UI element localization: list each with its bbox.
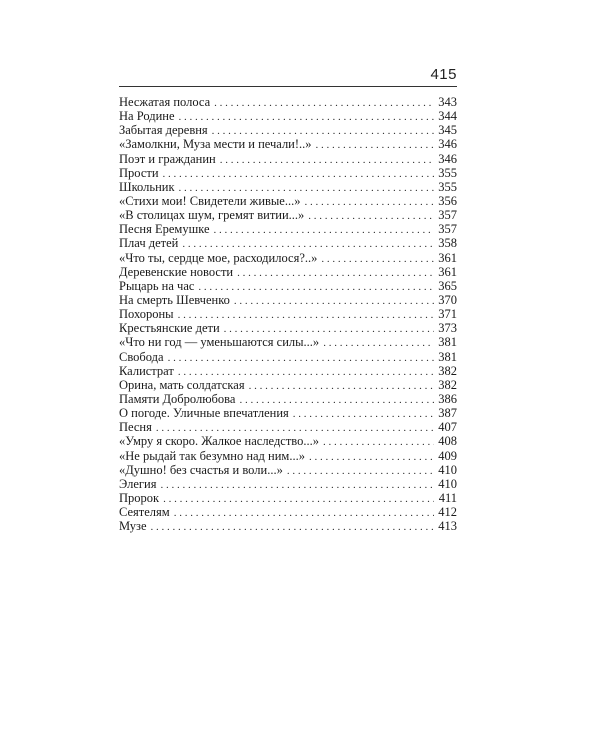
toc-entry-title: Сеятелям	[119, 505, 170, 520]
page-number: 415	[430, 66, 457, 83]
toc-entry-title: На смерть Шевченко	[119, 292, 230, 307]
toc-entry	[119, 307, 457, 321]
toc-entry	[119, 392, 457, 406]
toc-dot-leader	[323, 435, 434, 449]
toc-entry	[119, 194, 457, 208]
toc-dot-leader	[178, 308, 434, 322]
toc-dot-leader	[237, 266, 434, 280]
toc-dot-leader	[160, 478, 434, 492]
toc-entry-title: «Душно! без счастья и воли...»	[119, 462, 283, 477]
toc-entry	[119, 434, 457, 448]
toc-dot-leader	[198, 280, 434, 294]
toc-entry	[119, 180, 457, 194]
toc-entry	[119, 350, 457, 364]
toc-dot-leader	[287, 464, 434, 478]
toc-entry	[119, 420, 457, 434]
toc-entry-title: «Не рыдай так безумно над ним...»	[119, 448, 305, 463]
toc-entry-page: 410	[438, 476, 457, 491]
toc-entry-page: 361	[438, 250, 457, 265]
toc-entry	[119, 335, 457, 349]
toc-entry-page: 357	[438, 222, 457, 237]
toc-entry	[119, 491, 457, 505]
toc-entry	[119, 477, 457, 491]
table-of-contents	[119, 95, 457, 533]
toc-entry-title: «Что ты, сердце мое, расходилося?..»	[119, 250, 318, 265]
toc-entry-page: 370	[438, 292, 457, 307]
toc-entry-page: 381	[438, 349, 457, 364]
toc-entry-title: Пророк	[119, 490, 160, 505]
toc-entry-page: 387	[438, 406, 457, 421]
toc-entry-title: Школьник	[119, 179, 175, 194]
toc-entry	[119, 251, 457, 265]
toc-dot-leader	[224, 322, 434, 336]
toc-entry	[119, 109, 457, 123]
toc-entry-page: 365	[438, 278, 457, 293]
toc-dot-leader	[212, 124, 434, 138]
toc-entry	[119, 137, 457, 151]
toc-dot-leader	[309, 450, 434, 464]
toc-entry-title: «Замолкни, Муза мести и печали!..»	[119, 137, 312, 152]
toc-entry-page: 344	[438, 109, 457, 124]
toc-entry-title: Деревенские новости	[119, 264, 234, 279]
toc-entry-page: 345	[438, 123, 457, 138]
toc-entry-page: 355	[438, 179, 457, 194]
toc-entry-title: Калистрат	[119, 363, 174, 378]
toc-entry-title: Свобода	[119, 349, 164, 364]
toc-entry-title: Памяти Добролюбова	[119, 391, 236, 406]
toc-entry-page: 371	[438, 307, 457, 322]
toc-entry-page: 343	[438, 95, 457, 109]
toc-entry-page: 386	[438, 391, 457, 406]
toc-entry	[119, 519, 457, 533]
toc-entry-title: «В столицах шум, гремят витии...»	[119, 208, 305, 223]
toc-dot-leader	[214, 96, 434, 110]
toc-dot-leader	[321, 252, 434, 266]
toc-entry-page: 410	[438, 462, 457, 477]
toc-entry-title: Плач детей	[119, 236, 179, 251]
toc-entry-page: 407	[438, 420, 457, 435]
toc-entry-page: 355	[438, 165, 457, 180]
toc-entry-title: Орина, мать солдатская	[119, 377, 245, 392]
toc-entry-title: Рыцарь на час	[119, 278, 195, 293]
toc-entry	[119, 265, 457, 279]
toc-entry-title: Элегия	[119, 476, 157, 491]
toc-entry	[119, 166, 457, 180]
toc-dot-leader	[214, 223, 434, 237]
toc-entry	[119, 449, 457, 463]
toc-entry-page: 373	[438, 321, 457, 336]
toc-entry	[119, 95, 457, 109]
toc-entry-page: 382	[438, 377, 457, 392]
toc-entry-title: «Что ни год — уменьшаются силы...»	[119, 335, 320, 350]
toc-entry	[119, 406, 457, 420]
toc-entry	[119, 321, 457, 335]
toc-entry-page: 346	[438, 151, 457, 166]
toc-entry-page: 408	[438, 434, 457, 449]
toc-entry-page: 358	[438, 236, 457, 251]
toc-entry	[119, 364, 457, 378]
toc-entry-title: Крестьянские дети	[119, 321, 220, 336]
toc-entry	[119, 208, 457, 222]
toc-entry-page: 409	[438, 448, 457, 463]
toc-entry-title: Похороны	[119, 307, 174, 322]
toc-dot-leader	[234, 294, 434, 308]
toc-entry	[119, 279, 457, 293]
toc-entry-title: На Родине	[119, 109, 175, 124]
toc-entry-page: 361	[438, 264, 457, 279]
toc-dot-leader	[151, 520, 434, 534]
toc-dot-leader	[179, 110, 434, 124]
toc-entry-title: О погоде. Уличные впечатления	[119, 406, 289, 421]
toc-dot-leader	[239, 393, 434, 407]
toc-entry-page: 356	[438, 193, 457, 208]
toc-entry-page: 412	[438, 505, 457, 520]
toc-entry-title: «Стихи мои! Свидетели живые...»	[119, 193, 301, 208]
toc-dot-leader	[168, 351, 434, 365]
toc-entry	[119, 378, 457, 392]
toc-dot-leader	[323, 336, 434, 350]
toc-dot-leader	[293, 407, 434, 421]
toc-entry-page: 382	[438, 363, 457, 378]
toc-entry-title: Песня	[119, 420, 152, 435]
toc-entry-title: Музе	[119, 519, 147, 534]
toc-entry-title: Забытая деревня	[119, 123, 208, 138]
toc-entry	[119, 505, 457, 519]
toc-entry	[119, 293, 457, 307]
toc-dot-leader	[308, 209, 434, 223]
toc-entry-title: Песня Еремушке	[119, 222, 210, 237]
toc-dot-leader	[174, 506, 434, 520]
toc-entry-title: Поэт и гражданин	[119, 151, 216, 166]
toc-dot-leader	[156, 421, 434, 435]
toc-dot-leader	[249, 379, 434, 393]
toc-dot-leader	[182, 237, 434, 251]
toc-entry-page: 413	[438, 519, 457, 534]
toc-entry-page: 346	[438, 137, 457, 152]
toc-dot-leader	[304, 195, 434, 209]
toc-entry	[119, 463, 457, 477]
header-rule	[119, 86, 457, 87]
toc-entry-page: 357	[438, 208, 457, 223]
toc-dot-leader	[179, 181, 434, 195]
toc-dot-leader	[316, 138, 434, 152]
toc-entry-title: Прости	[119, 165, 159, 180]
toc-dot-leader	[220, 153, 434, 167]
toc-entry-page: 381	[438, 335, 457, 350]
toc-entry-page: 411	[438, 490, 457, 505]
toc-dot-leader	[163, 167, 434, 181]
toc-entry	[119, 152, 457, 166]
toc-entry	[119, 123, 457, 137]
toc-entry	[119, 236, 457, 250]
toc-dot-leader	[178, 365, 434, 379]
toc-entry-title: Несжатая полоса	[119, 95, 211, 109]
toc-entry	[119, 222, 457, 236]
toc-entry-title: «Умру я скоро. Жалкое наследство...»	[119, 434, 319, 449]
toc-dot-leader	[163, 492, 434, 506]
